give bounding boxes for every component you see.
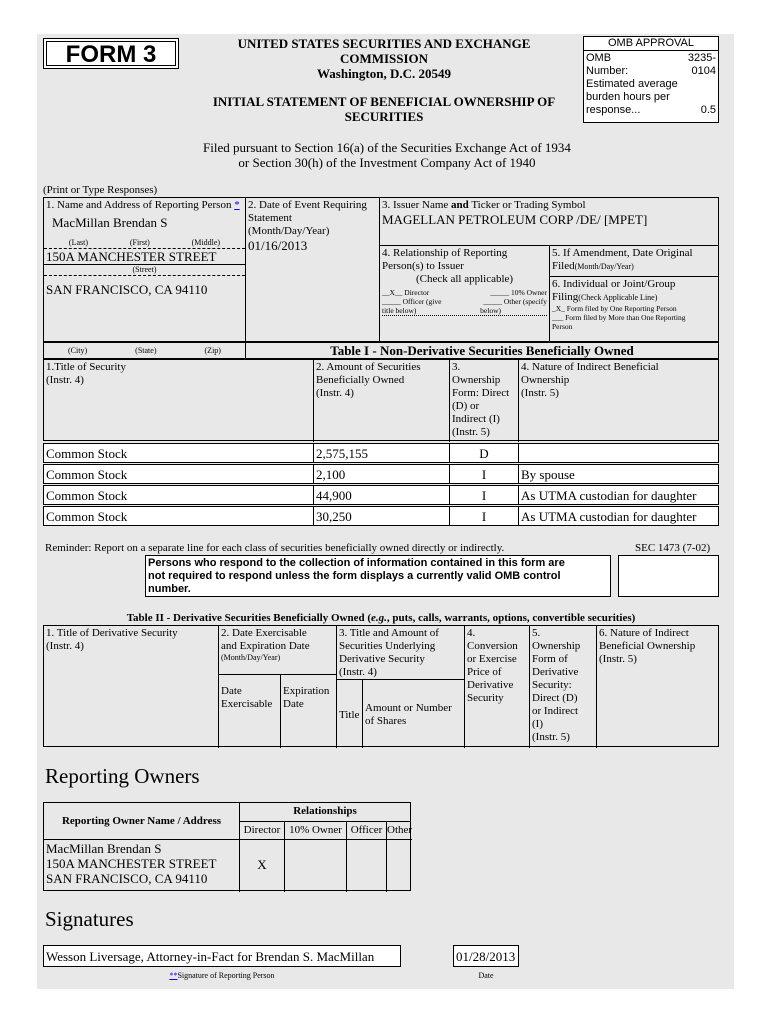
box2-label-3: (Month/Day/Year)	[248, 225, 330, 237]
t2-col5-5: Security:	[532, 679, 572, 691]
omb-approval-box	[583, 36, 719, 123]
t1-row-form: D	[479, 446, 489, 461]
box5-sub: (Month/Day/Year)	[574, 262, 634, 271]
ro-col-officer: Officer	[350, 824, 383, 836]
box5-filed: Filed	[552, 260, 575, 272]
ro-col-other: Other	[387, 824, 413, 836]
persons-note-spacer	[618, 555, 719, 597]
omb-number-label-1: OMB	[586, 52, 612, 64]
box6-opt1: _X_ Form filed by One Reporting Person	[552, 304, 677, 313]
persons-note-3: number.	[148, 583, 191, 595]
ro-col-name: Reporting Owner Name / Address	[61, 815, 222, 827]
box4-label-1: 4. Relationship of Reporting	[382, 247, 508, 259]
box3-label-b: Ticker or Trading Symbol	[468, 199, 586, 211]
table1-header	[43, 359, 719, 441]
t2-col3-4: (Instr. 4)	[339, 666, 377, 678]
omb-number-value-1: 3235-	[687, 52, 716, 64]
t2-col3-amount-1: Amount or Number	[365, 702, 452, 714]
t1-row-title: Common Stock	[46, 488, 128, 503]
table2-title	[43, 612, 719, 625]
box3-value: MAGELLAN PETROLEUM CORP /DE/ [MPET]	[382, 212, 648, 227]
box4-other-2: below)	[480, 306, 501, 315]
persons-note-1: Persons who respond to the collection of information contained in this form are	[148, 557, 565, 569]
t2-col2-2: and Expiration Date	[221, 640, 310, 652]
box3-label-a: 3. Issuer Name	[382, 199, 452, 211]
date-field	[453, 945, 519, 967]
box4-officer-2: title below)	[382, 306, 417, 315]
signature-value: Wesson Liversage, Attorney-in-Fact for Brendan S. MacMillan	[46, 949, 375, 964]
omb-burden-1: Estimated average	[586, 78, 678, 90]
date-value: 01/28/2013	[456, 949, 516, 964]
t2-col5-1: 5.	[532, 627, 541, 639]
box1-city-value: SAN FRANCISCO, CA 94110	[46, 282, 208, 297]
box4-officer: _____ Officer (give	[382, 297, 442, 306]
table2-header	[43, 625, 719, 747]
persons-note	[145, 555, 611, 597]
signature-label-text: Signature of Reporting Person	[177, 971, 275, 980]
t2-col1-1: 1. Title of Derivative Security	[46, 627, 178, 639]
reporting-owners-heading: Reporting Owners	[45, 764, 200, 788]
t2-col1-2: (Instr. 4)	[46, 640, 84, 652]
t2-col5-7: or Indirect	[532, 705, 579, 717]
agency-header	[207, 36, 561, 124]
omb-burden-value: 0.5	[700, 104, 716, 116]
last-label: (Last)	[68, 238, 89, 247]
t2-col5-2: Ownership	[532, 640, 581, 652]
t1-col3-4: (D) or	[452, 400, 480, 412]
t2-col3-title: Title	[339, 709, 360, 721]
ro-owner-line2: 150A MANCHESTER STREET	[46, 856, 217, 871]
box4-label-2: Person(s) to Issuer	[382, 260, 464, 272]
box5-label: 5. If Amendment, Date Original	[552, 247, 693, 259]
t1-col3-2: Ownership	[452, 374, 501, 386]
t1-col4-3: (Instr. 5)	[521, 387, 559, 399]
t1-row-form: I	[481, 467, 487, 482]
t1-row-amount: 44,900	[316, 488, 352, 503]
ro-owner-line1: MacMillan Brendan S	[46, 841, 162, 856]
t2-col3-amount-2: of Shares	[365, 715, 407, 727]
t1-col1-2: (Instr. 4)	[46, 374, 84, 386]
form-title: FORM 3	[65, 41, 157, 68]
t2-col2-3: (Month/Day/Year)	[221, 653, 281, 662]
box4-ten-pct: _____ 10% Owner	[490, 288, 547, 297]
statement-title-line1: INITIAL STATEMENT OF BENEFICIAL OWNERSHIP OF	[212, 94, 556, 109]
t1-col3-6: (Instr. 5)	[452, 426, 490, 438]
box1-street-value: 150A MANCHESTER STREET	[46, 249, 217, 264]
t2-title-eg: e.g.	[371, 612, 387, 624]
ro-owner-line3: SAN FRANCISCO, CA 94110	[46, 871, 208, 886]
box1-asterisk-link[interactable]: *	[234, 199, 240, 211]
box1-street-label: (Street)	[44, 264, 245, 276]
box2-event-date	[245, 197, 380, 342]
t2-title-a: Table II - Derivative Securities Beneficially Owned (	[126, 612, 372, 624]
omb-number-label-2: Number:	[586, 65, 629, 77]
t1-row-title: Common Stock	[46, 446, 128, 461]
box1-name-sublabels	[44, 238, 245, 249]
box5-amendment	[549, 245, 719, 277]
persons-note-2: not required to respond unless the form displays a currently valid OMB control	[148, 570, 561, 582]
box1-label: 1. Name and Address of Reporting Person	[46, 199, 232, 211]
t2-col6-3: (Instr. 5)	[599, 653, 637, 665]
box6-label-1: 6. Individual or Joint/Group	[552, 278, 676, 290]
middle-label: (Middle)	[191, 238, 221, 247]
t2-col2-exercisable: Exercisable	[221, 698, 273, 710]
state-label: (State)	[135, 345, 157, 355]
t1-col2-1: 2. Amount of Securities	[316, 361, 421, 373]
t2-col5-6: Direct (D)	[532, 692, 578, 704]
table1-title: Table I - Non-Derivative Securities Beneficially Owned	[245, 342, 719, 359]
t1-col3-3: Form: Direct	[452, 387, 510, 399]
table1-row	[43, 443, 719, 463]
table1-row	[43, 506, 719, 526]
filed-line1: Filed pursuant to Section 16(a) of the Securities Exchange Act of 1934	[203, 140, 571, 155]
ro-col-ten: 10% Owner	[289, 824, 342, 836]
table1-row	[43, 485, 719, 505]
t1-row-nature: By spouse	[521, 467, 575, 482]
box4-other: _____ Other (specify	[483, 297, 547, 306]
ro-col-relationships: Relationships	[293, 805, 357, 817]
t2-col2-date2: Date	[283, 698, 304, 710]
t1-row-title: Common Stock	[46, 509, 128, 524]
t2-col4-6: Security	[467, 692, 504, 704]
box2-label-1: 2. Date of Event Requiring	[248, 199, 367, 211]
ro-owner	[46, 841, 216, 886]
box4-relationship	[379, 245, 550, 342]
signature-label	[43, 971, 401, 981]
t1-row-form: I	[481, 488, 487, 503]
box6-opt2a: ___ Form filed by More than One Reporting	[552, 313, 686, 322]
box6-filing	[549, 276, 719, 342]
signatures-heading: Signatures	[45, 907, 134, 931]
t2-col3-3: Derivative Security	[339, 653, 425, 665]
t1-col2-3: (Instr. 4)	[316, 387, 354, 399]
t1-col2-2: Beneficially Owned	[316, 374, 405, 386]
t2-col5-9: (Instr. 5)	[532, 731, 570, 743]
box2-value: 01/16/2013	[248, 238, 308, 253]
t2-col4-3: or Exercise	[467, 653, 517, 665]
t2-col4-2: Conversion	[467, 640, 518, 652]
box6-opt2b: Person	[552, 322, 573, 331]
box6-label-2: Filing	[552, 291, 579, 303]
t2-col6-2: Beneficial Ownership	[599, 640, 696, 652]
t1-row-amount: 2,575,155	[316, 446, 368, 461]
t2-col2-date: Date	[221, 685, 242, 697]
box4-director: __X__ Director	[382, 288, 430, 297]
box1-name: MacMillan Brendan S	[52, 215, 168, 230]
t2-col3-1: 3. Title and Amount of	[339, 627, 439, 639]
t2-col2-expiration: Expiration	[283, 685, 330, 697]
city-label: (City)	[68, 345, 88, 355]
t1-col3-1: 3.	[452, 361, 461, 373]
t1-row-nature: As UTMA custodian for daughter	[521, 509, 697, 524]
t1-row-title: Common Stock	[46, 467, 128, 482]
omb-number-value-2: 0104	[691, 65, 716, 77]
omb-burden-3: response...	[586, 104, 641, 116]
t2-col5-3: Form of	[532, 653, 568, 665]
reminder: Reminder: Report on a separate line for each class of securities beneficially owned directly or indirectly.	[45, 542, 505, 554]
filed-pursuant	[117, 140, 657, 170]
t1-row-amount: 2,100	[316, 467, 346, 482]
signature-field	[43, 945, 401, 967]
t2-col5-4: Derivative	[532, 666, 579, 678]
t2-col4-1: 4.	[467, 627, 476, 639]
table1-row	[43, 464, 719, 484]
agency-line3: Washington, D.C. 20549	[317, 66, 451, 81]
t2-title-b: , puts, calls, warrants, options, convertible securities)	[386, 612, 636, 624]
box2-label-2: Statement	[248, 212, 292, 224]
t1-col4-2: Ownership	[521, 374, 570, 386]
ro-col-director: Director	[243, 824, 281, 836]
t1-col3-5: Indirect (I)	[452, 413, 500, 425]
reporting-owners-table	[43, 802, 411, 891]
box6-sub: (Check Applicable Line)	[578, 293, 658, 302]
t2-col5-8: (I)	[532, 718, 543, 730]
t2-col6-1: 6. Nature of Indirect	[599, 627, 689, 639]
omb-burden-2: burden hours per	[586, 91, 670, 103]
t2-col2-1: 2. Date Exercisable	[221, 627, 307, 639]
t1-col4-1: 4. Nature of Indirect Beneficial	[521, 361, 659, 373]
agency-line2: COMMISSION	[339, 51, 429, 66]
t2-col3-2: Securities Underlying	[339, 640, 436, 652]
t2-col4-5: Derivative	[467, 679, 514, 691]
form-page	[37, 34, 734, 989]
first-label: (First)	[129, 238, 150, 247]
t1-col1-1: 1.Title of Security	[46, 361, 126, 373]
signature-footnote-link[interactable]: **	[169, 971, 178, 980]
form-title-box	[43, 38, 179, 69]
t1-row-form: I	[481, 509, 487, 524]
date-label: Date	[478, 971, 494, 980]
box4-label-3: (Check all applicable)	[415, 273, 514, 285]
t2-col4-4: Price of	[467, 666, 502, 678]
t1-row-amount: 30,250	[316, 509, 352, 524]
box3-label-and: and	[451, 199, 469, 211]
box1-name-address	[43, 197, 246, 342]
box1-city-sublabels	[43, 342, 246, 359]
filed-line2: or Section 30(h) of the Investment Company Act of 1940	[238, 155, 536, 170]
print-note: (Print or Type Responses)	[43, 184, 158, 196]
sec-code: SEC 1473 (7-02)	[635, 542, 711, 554]
t1-row-nature: As UTMA custodian for daughter	[521, 488, 697, 503]
zip-label: (Zip)	[204, 345, 221, 355]
statement-title-line2: SECURITIES	[344, 109, 424, 124]
omb-title: OMB APPROVAL	[584, 37, 718, 51]
agency-line1: UNITED STATES SECURITIES AND EXCHANGE	[237, 36, 531, 51]
box3-issuer	[379, 197, 719, 246]
ro-director-mark: X	[257, 857, 267, 872]
